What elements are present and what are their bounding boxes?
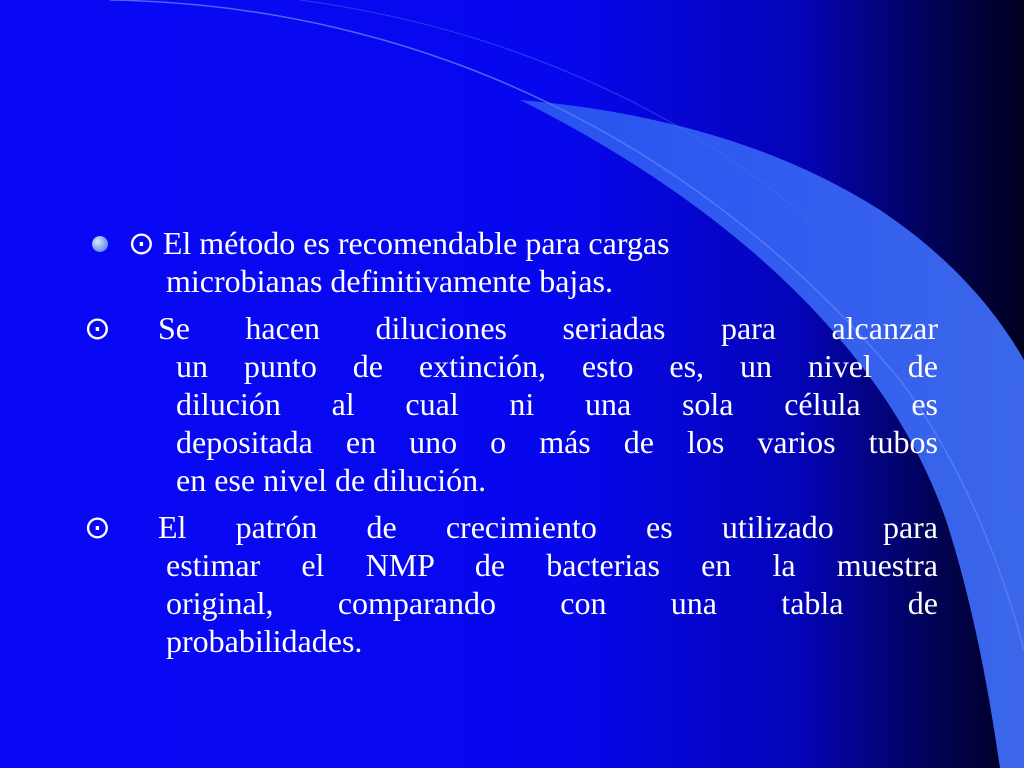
bullet-line: depositada en uno o más de los varios tubos [176, 424, 938, 460]
bullet-line: ⊙ El método es recomendable para cargas [128, 225, 670, 261]
bullet-line: un punto de extinción, esto es, un nivel de [176, 348, 938, 384]
bullet-line: original, comparando con una tabla de [166, 585, 938, 621]
bullet-line: ⊙ El patrón de crecimiento es utilizado para [84, 509, 938, 545]
bullet-line: en ese nivel de dilución. [176, 462, 487, 498]
bullet-line: estimar el NMP de bacterias en la muestra [166, 547, 938, 583]
slide-content [84, 224, 938, 669]
round-bullet-icon [92, 236, 108, 252]
bullet-item-3 [84, 508, 938, 660]
bullet-line: dilución al cual ni una sola célula es [176, 386, 938, 422]
bullet-item-1 [84, 224, 938, 300]
circled-dot-icon: ⊙ [84, 310, 111, 346]
bullet-item-2 [84, 309, 938, 499]
circled-dot-icon: ⊙ [84, 509, 111, 545]
bullet-line: probabilidades. [166, 623, 363, 659]
bullet-line: ⊙ Se hacen diluciones seriadas para alcanzar [84, 310, 938, 346]
bullet-line: microbianas definitivamente bajas. [166, 263, 613, 299]
circled-dot-icon: ⊙ [128, 225, 155, 261]
